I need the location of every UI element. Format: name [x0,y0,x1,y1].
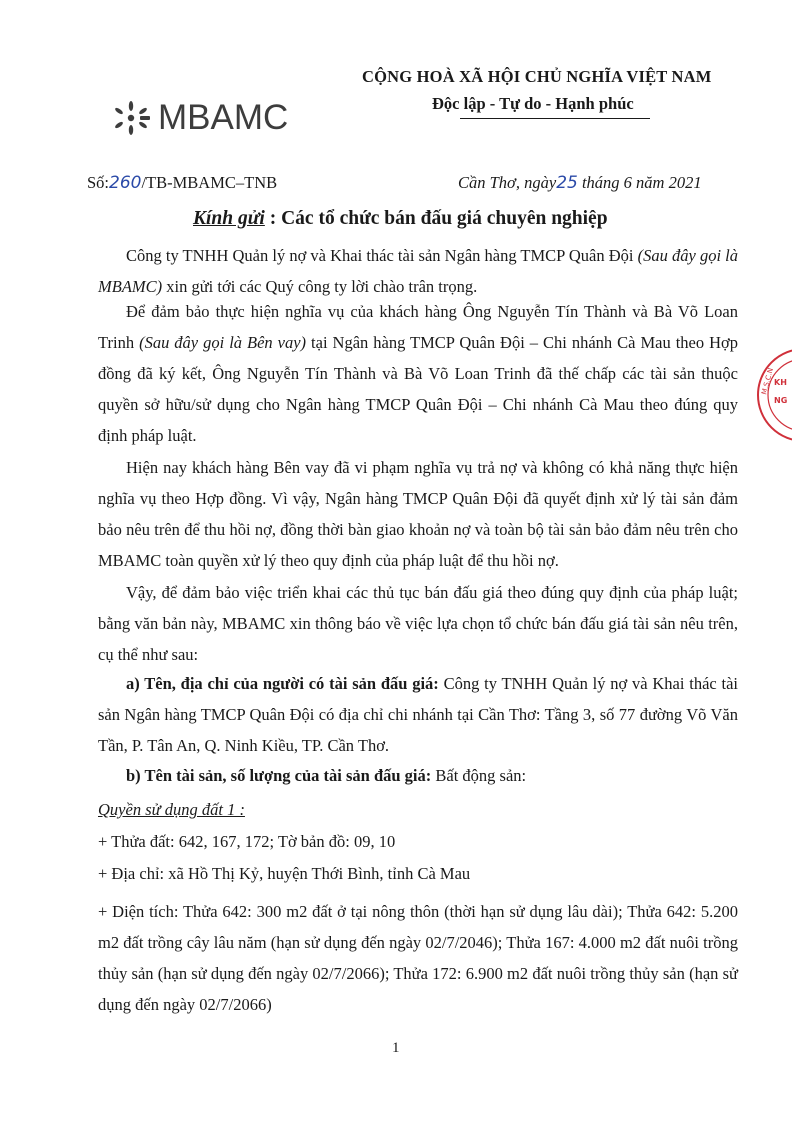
logo-text: MBAMC [158,98,289,137]
date-prefix: Cần Thơ, ngày [458,173,557,192]
mbamc-star-icon [110,99,152,137]
land-parcel: + Thửa đất: 642, 167, 172; Tờ bản đồ: 09, 10 [98,832,396,851]
page-number: 1 [392,1040,400,1056]
p1-text-c: xin gửi tới các Quý công ty lời chào trân trọng. [162,277,478,296]
p1-text-a: Công ty TNHH Quản lý nợ và Khai thác tài sản Ngân hàng TMCP Quân Đội [126,246,638,265]
land-title-text: Quyền sử dụng đất 1 : [98,800,245,819]
seal-stamp [752,345,792,445]
land-title [98,794,738,825]
section-a-text: Công ty TNHH Quản lý nợ và Khai thác tài sản Ngân hàng TMCP Quân Đội có địa chỉ chi nhánh tại Cần Thơ: Tầng 3, số 77 đường Võ Văn Tần, P. Tân An, Q. Ninh Kiều, TP. Cần Thơ. [98,674,738,755]
p2-text-a: Để đảm bảo thực hiện nghĩa vụ của khách hàng Ông Nguyễn Tín Thành và Bà Võ Loan Trinh [98,302,738,352]
national-title: CỘNG HOÀ XÃ HỘI CHỦ NGHĨA VIỆT NAM [362,67,712,86]
date-day-handwritten: 25 [556,173,578,193]
p1-text-b: (Sau đây gọi là MBAMC) [98,246,738,296]
motto-underline [460,118,650,119]
p2-text-b: (Sau đây gọi là Bên vay) [139,333,307,352]
doc-number-prefix: Số: [87,173,110,192]
doc-number-handwritten: 260 [109,173,142,193]
paragraph-obligation [98,296,738,451]
date-suffix: tháng 6 năm 2021 [577,173,702,192]
recipient-label: Kính gửi [193,208,265,229]
document-number [87,173,277,193]
national-motto: Độc lập - Tự do - Hạnh phúc [432,94,634,113]
company-logo [110,98,288,138]
section-a-label: a) Tên, địa chỉ của người có tài sản đấu giá: [126,674,439,693]
section-a [98,668,738,761]
p2-text-c: tại Ngân hàng TMCP Quân Đội – Chi nhánh Cà Mau theo Hợp đồng đã ký kết, Ông Nguyễn Tín Thành và Bà Võ Loan Trinh đã thế chấp các tài sản thuộc quyền sở hữu/sử dụng cho Ngân hàng TMCP Quân Đội – Chi nhánh Cà Mau theo đúng quy định pháp luật. [98,333,739,445]
recipient-text: : Các tổ chức bán đấu giá chuyên nghiệp [264,208,608,229]
doc-number-suffix: /TB-MBAMC–TNB [141,173,278,192]
land-area: + Diện tích: Thửa 642: 300 m2 đất ở tại nông thôn (thời hạn sử dụng lâu dài); Thửa 642: 5.200 m2 đất trồng cây lâu năm (hạn sử dụng đến ngày 02/7/2046); Thửa 167: 4.000 m2 đất nuôi trồng thủy sản (hạn sử dụng đến ngày 02/7/2066); Thửa 172: 6.900 m2 đất nuôi trồng thủy sản (hạn sử dụng đến ngày 02/7/2066) [98,902,738,1014]
paragraph-notice: Vậy, để đảm bảo việc triển khai các thủ tục bán đấu giá theo đúng quy định của pháp luật; bằng văn bản này, MBAMC xin thông báo về việc lựa chọn tổ chức bán đấu giá tài sản nêu trên, cụ thể như sau: [98,583,738,664]
svg-text:M.S.C.N: M.S.C.N [760,367,775,396]
section-b [98,760,738,791]
recipient-line [193,208,608,230]
section-b-label: b) Tên tài sản, số lượng của tài sản đấu giá: [126,766,432,785]
paragraph-greeting [98,240,738,302]
place-and-date [458,173,702,193]
section-b-text: Bất động sản: [431,766,527,785]
svg-text:NG: NG [774,396,788,405]
svg-text:KH: KH [774,378,787,387]
paragraph-default: Hiện nay khách hàng Bên vay đã vi phạm nghĩa vụ trả nợ và không có khả năng thực hiện nghĩa vụ theo Hợp đồng. Vì vậy, Ngân hàng TMCP Quân Đội đã quyết định xử lý tài sản đảm bảo nêu trên để thu hồi nợ, đồng thời bàn giao khoản nợ và toàn bộ tài sản bảo đảm nêu trên cho MBAMC toàn quyền xử lý theo quy định của pháp luật để thu hồi nợ. [98,458,738,570]
land-address: + Địa chỉ: xã Hồ Thị Kỷ, huyện Thới Bình, tỉnh Cà Mau [98,864,471,883]
